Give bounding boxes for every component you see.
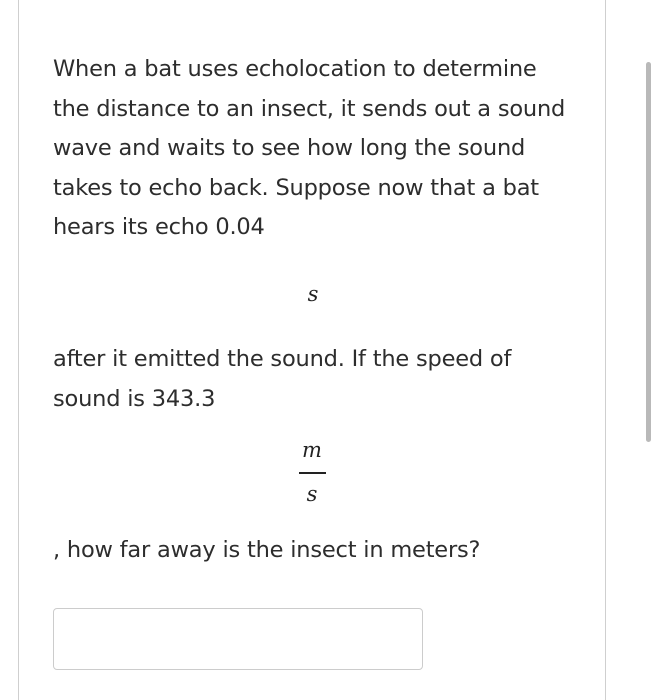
unit-seconds: s — [307, 282, 319, 306]
unit-meters-per-second — [292, 438, 332, 510]
question-text-part-3: , how far away is the insect in meters? — [53, 537, 481, 563]
fraction-bar — [299, 472, 326, 474]
question-text-part-1: When a bat uses echolocation to determine the distance to an insect, it sends out a sound wave and waits to see how long the sound takes to echo back. Suppose now that a bat hears its echo 0.04 — [53, 56, 566, 240]
scrollbar-thumb[interactable] — [646, 62, 651, 442]
answer-input[interactable] — [53, 608, 423, 670]
unit-denominator: s — [306, 482, 318, 506]
unit-numerator: m — [302, 438, 322, 462]
question-text-part-2: after it emitted the sound. If the speed of sound is 343.3 — [53, 346, 512, 412]
